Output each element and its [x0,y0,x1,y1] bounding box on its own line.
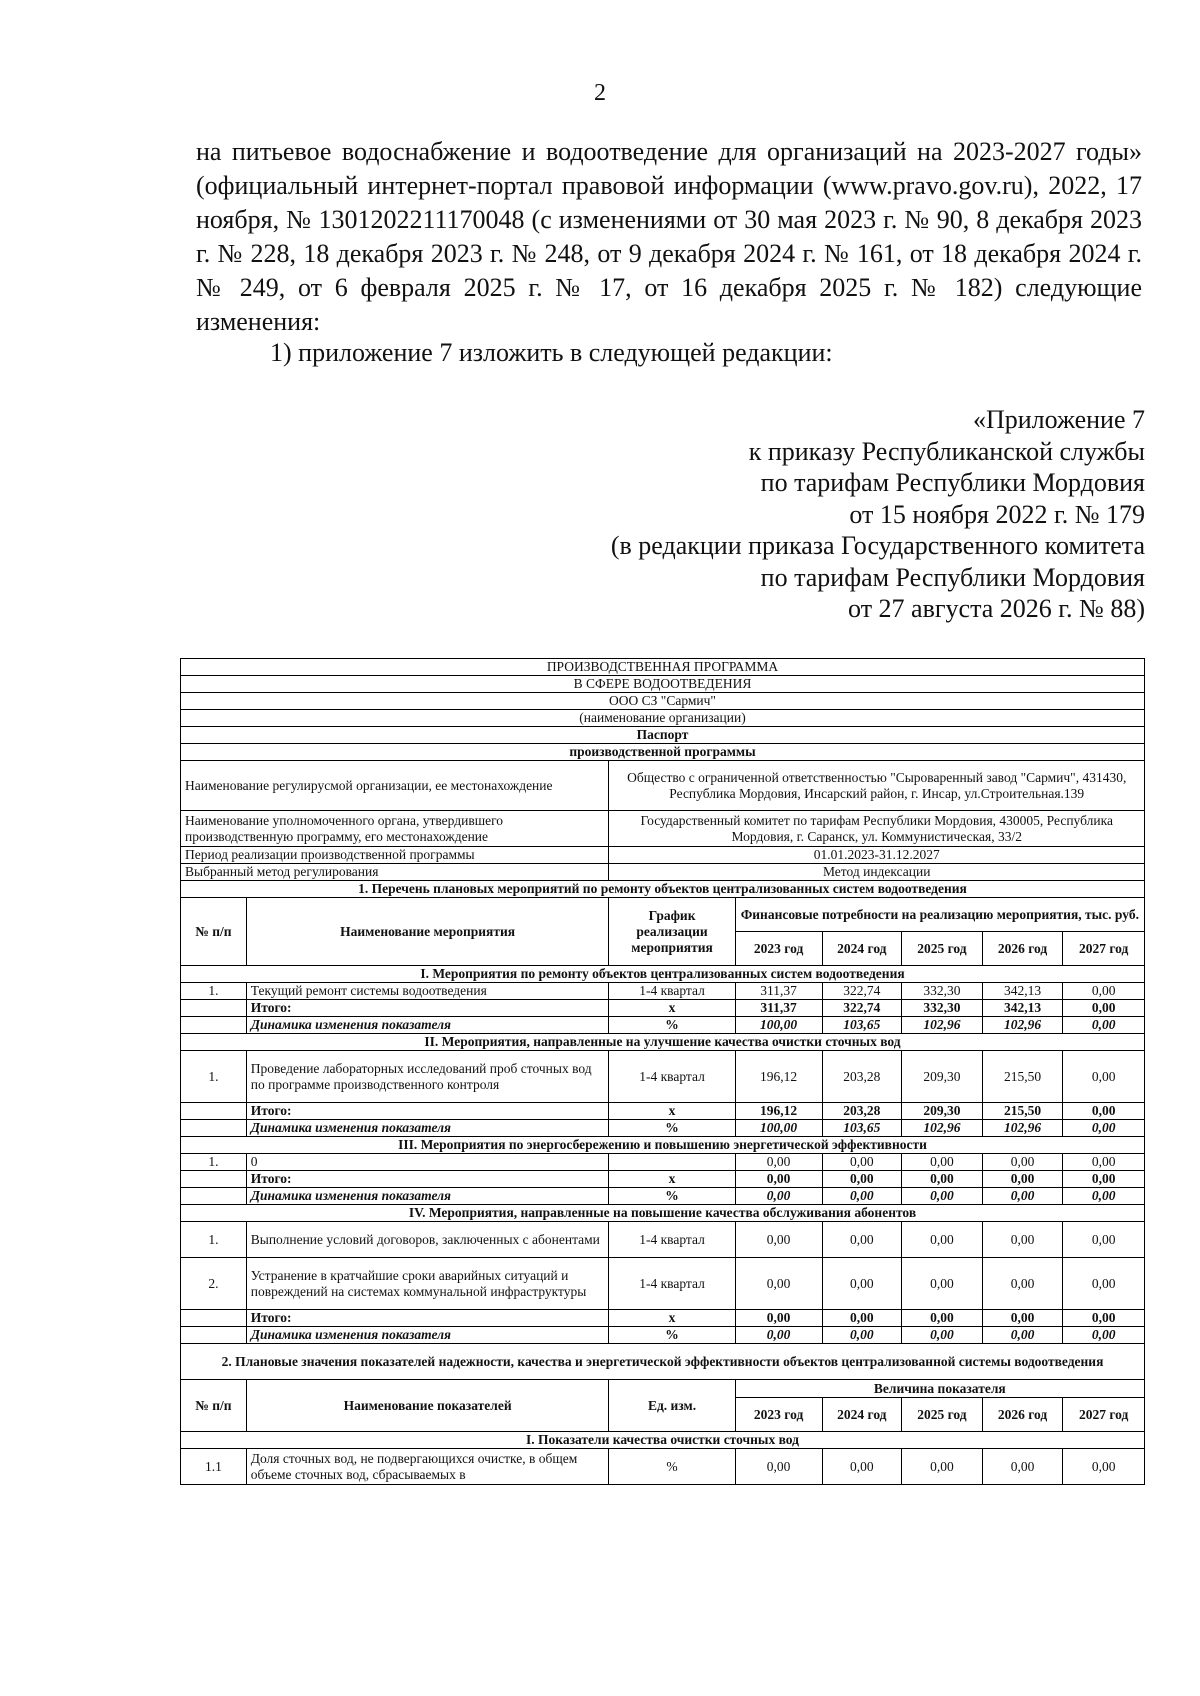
empty-cell [181,1000,247,1017]
dynamics-value: 0,00 [1063,1120,1145,1137]
empty-cell [181,1327,247,1344]
value-cell: 0,00 [822,1449,902,1485]
indicator-name: Доля сточных вод, не подвергающихся очистке, в общем объеме сточных вод, сбрасываемых в [246,1449,609,1485]
total-value: 0,00 [902,1171,983,1188]
value-cell: 215,50 [982,1051,1063,1103]
value-cell: 0,00 [1063,1222,1145,1258]
total-value: 203,28 [822,1103,902,1120]
passport-row-value: Государственный комитет по тарифам Республики Мордовия, 430005, Республика Мордовия, г. Саранск, ул. Коммунистическая, 33/2 [609,811,1145,847]
year-header: 2023 год [735,932,822,966]
dynamics-label: Динамика изменения показателя [246,1327,609,1344]
col-number-header: № п/п [181,898,247,966]
page-number: 2 [594,80,606,106]
year-header: 2026 год [982,932,1063,966]
value-cell: 0,00 [822,1258,902,1310]
col-indicator-header: Наименование показателей [246,1380,609,1432]
dynamics-value: 102,96 [902,1017,983,1034]
activity-name: Выполнение условий договоров, заключенных с абонентами [246,1222,609,1258]
total-value: 0,00 [735,1310,822,1327]
dynamics-value: 102,96 [902,1120,983,1137]
year-header: 2027 год [1063,1398,1145,1432]
year-header: 2026 год [982,1398,1063,1432]
activity-schedule: 1-4 квартал [609,983,735,1000]
value-cell: 0,00 [1063,1449,1145,1485]
appendix-header [611,404,1145,625]
dynamics-unit: % [609,1327,735,1344]
dynamics-value: 0,00 [902,1327,983,1344]
col-value-header: Величина показателя [735,1380,1144,1398]
passport-title: Паспорт [181,727,1145,744]
value-cell: 0,00 [982,1258,1063,1310]
col-finance-header: Финансовые потребности на реализацию мероприятия, тыс. руб. [735,898,1144,932]
amendment-item: 1) приложение 7 изложить в следующей редакции: [270,338,833,367]
empty-cell [181,1171,247,1188]
total-value: 196,12 [735,1103,822,1120]
appendix-line: по тарифам Республики Мордовия [760,468,1145,497]
passport-row-label: Наименование уполномоченного органа, утвердившего производственную программу, его местонахождение [181,811,609,847]
total-value: 209,30 [902,1103,983,1120]
total-label: Итого: [246,1103,609,1120]
production-program-table [180,658,1145,1485]
organization-name: ООО СЗ "Сармич" [181,693,1145,710]
dynamics-value: 102,96 [982,1120,1063,1137]
dynamics-value: 103,65 [822,1120,902,1137]
value-cell: 0,00 [735,1258,822,1310]
dynamics-value: 103,65 [822,1017,902,1034]
appendix-line: от 27 августа 2026 г. № 88) [848,594,1145,623]
dynamics-label: Динамика изменения показателя [246,1188,609,1205]
intro-paragraph: на питьевое водоснабжение и водоотведение для организаций на 2023-2027 годы» (официальный интернет-портал правовой информации (www.pravo.gov.ru), 2022, 17 ноября, № 1301202211170048 (с изменениями от 30 мая 2023 г. № 90, 8 декабря 2023 г. № 228, 18 декабря 2023 г. № 248, от 9 декабря 2024 г. № 161, от 18 декабря 2024 г. № 249, от 6 февраля 2025 г. № 17, от 16 декабря 2025 г. № 182) следующие изменения: [196,137,1142,336]
activity-schedule: 1-4 квартал [609,1258,735,1310]
year-header: 2024 год [822,1398,902,1432]
total-value: 0,00 [822,1171,902,1188]
value-cell: 0,00 [735,1154,822,1171]
passport-row-label: Период реализации производственной программы [181,847,609,864]
total-value: 0,00 [1063,1000,1145,1017]
total-value: 322,74 [822,1000,902,1017]
value-cell: 0,00 [822,1222,902,1258]
empty-cell [181,1188,247,1205]
value-cell: 332,30 [902,983,983,1000]
organization-caption: (наименование организации) [181,710,1145,727]
row-number: 1.1 [181,1449,247,1485]
total-value: 0,00 [982,1310,1063,1327]
total-value: 0,00 [982,1171,1063,1188]
total-label: Итого: [246,1000,609,1017]
group-title: IV. Мероприятия, направленные на повышение качества обслуживания абонентов [181,1205,1145,1222]
appendix-line: (в редакции приказа Государственного комитета [610,531,1145,560]
appendix-line: к приказу Республиканской службы [748,436,1145,466]
year-header: 2025 год [902,1398,983,1432]
dynamics-value: 0,00 [902,1188,983,1205]
value-cell: 0,00 [982,1449,1063,1485]
value-cell: 0,00 [1063,1258,1145,1310]
value-cell: 209,30 [902,1051,983,1103]
year-header: 2024 год [822,932,902,966]
col-unit-header: Ед. изм. [609,1380,735,1432]
total-unit: х [609,1000,735,1017]
dynamics-unit: % [609,1017,735,1034]
total-unit: х [609,1310,735,1327]
empty-cell [181,1120,247,1137]
dynamics-value: 100,00 [735,1017,822,1034]
section1-title: 1. Перечень плановых мероприятий по ремонту объектов централизованных систем водоотведения [181,881,1145,898]
total-value: 0,00 [1063,1310,1145,1327]
value-cell: 0,00 [902,1258,983,1310]
total-value: 0,00 [1063,1171,1145,1188]
value-cell: 0,00 [982,1222,1063,1258]
passport-row-label: Выбранный метод регулирования [181,864,609,881]
dynamics-value: 0,00 [1063,1188,1145,1205]
passport-row-value: 01.01.2023-31.12.2027 [609,847,1145,864]
section2-title: 2. Плановые значения показателей надежности, качества и энергетической эффективности объектов централизованной системы водоотведения [181,1344,1145,1380]
appendix-line: «Приложение 7 [972,405,1145,434]
passport-row-value: Общество с ограниченной ответственностью "Сыроваренный завод "Сармич", 431430, Республика Мордовия, Инсарский район, г. Инсар, ул.Строительная.139 [609,761,1145,811]
value-cell: 0,00 [902,1449,983,1485]
total-label: Итого: [246,1171,609,1188]
appendix-line: от 15 ноября 2022 г. № 179 [849,499,1145,529]
dynamics-unit: % [609,1120,735,1137]
year-header: 2023 год [735,1398,822,1432]
value-cell: 0,00 [902,1222,983,1258]
group-title: I. Показатели качества очистки сточных вод [181,1432,1145,1449]
activity-name: 0 [246,1154,609,1171]
row-number: 2. [181,1258,247,1310]
program-title: ПРОИЗВОДСТВЕННАЯ ПРОГРАММА [181,659,1145,676]
total-value: 0,00 [735,1171,822,1188]
value-cell: 203,28 [822,1051,902,1103]
total-value: 0,00 [1063,1103,1145,1120]
value-cell: 0,00 [902,1154,983,1171]
col-name-header: Наименование мероприятия [246,898,609,966]
dynamics-value: 0,00 [1063,1017,1145,1034]
value-cell: 311,37 [735,983,822,1000]
activity-name: Текущий ремонт системы водоотведения [246,983,609,1000]
row-number: 1. [181,1051,247,1103]
indicator-unit: % [609,1449,735,1485]
total-unit: х [609,1103,735,1120]
value-cell: 0,00 [735,1449,822,1485]
empty-cell [181,1017,247,1034]
year-header: 2027 год [1063,932,1145,966]
value-cell: 0,00 [1063,1051,1145,1103]
empty-cell [181,1103,247,1120]
value-cell: 0,00 [822,1154,902,1171]
activity-schedule: 1-4 квартал [609,1222,735,1258]
row-number: 1. [181,983,247,1000]
dynamics-label: Динамика изменения показателя [246,1017,609,1034]
row-number: 1. [181,1154,247,1171]
appendix-line: по тарифам Республики Мордовия [760,562,1145,592]
activity-name: Устранение в кратчайшие сроки аварийных ситуаций и повреждений на системах коммунальной инфраструктуры [246,1258,609,1310]
total-unit: х [609,1171,735,1188]
passport-row-value: Метод индексации [609,864,1145,881]
total-value: 332,30 [902,1000,983,1017]
activity-name: Проведение лабораторных исследований проб сточных вод по программе производственного контроля [246,1051,609,1103]
dynamics-label: Динамика изменения показателя [246,1120,609,1137]
passport-row-label: Наименование регулирусмой организации, ее местонахождение [181,761,609,811]
activity-schedule [609,1154,735,1171]
total-value: 0,00 [822,1310,902,1327]
group-title: III. Мероприятия по энергосбережению и повышению энергетической эффективности [181,1137,1145,1154]
value-cell: 0,00 [1063,983,1145,1000]
dynamics-unit: % [609,1188,735,1205]
passport-subtitle: производственной программы [181,744,1145,761]
total-value: 311,37 [735,1000,822,1017]
dynamics-value: 0,00 [822,1327,902,1344]
year-header: 2025 год [902,932,983,966]
dynamics-value: 102,96 [982,1017,1063,1034]
group-title: II. Мероприятия, направленные на улучшение качества очистки сточных вод [181,1034,1145,1051]
dynamics-value: 0,00 [982,1188,1063,1205]
dynamics-value: 0,00 [735,1327,822,1344]
value-cell: 0,00 [1063,1154,1145,1171]
dynamics-value: 0,00 [1063,1327,1145,1344]
col-schedule-header: График реализации мероприятия [609,898,735,966]
dynamics-value: 0,00 [735,1188,822,1205]
value-cell: 342,13 [982,983,1063,1000]
total-value: 0,00 [902,1310,983,1327]
total-value: 215,50 [982,1103,1063,1120]
dynamics-value: 0,00 [822,1188,902,1205]
row-number: 1. [181,1222,247,1258]
col-number-header: № п/п [181,1380,247,1432]
dynamics-value: 100,00 [735,1120,822,1137]
dynamics-value: 0,00 [982,1327,1063,1344]
program-subtitle: В СФЕРЕ ВОДООТВЕДЕНИЯ [181,676,1145,693]
value-cell: 0,00 [735,1222,822,1258]
value-cell: 196,12 [735,1051,822,1103]
total-label: Итого: [246,1310,609,1327]
total-value: 342,13 [982,1000,1063,1017]
empty-cell [181,1310,247,1327]
value-cell: 0,00 [982,1154,1063,1171]
value-cell: 322,74 [822,983,902,1000]
group-title: I. Мероприятия по ремонту объектов централизованных систем водоотведения [181,966,1145,983]
activity-schedule: 1-4 квартал [609,1051,735,1103]
